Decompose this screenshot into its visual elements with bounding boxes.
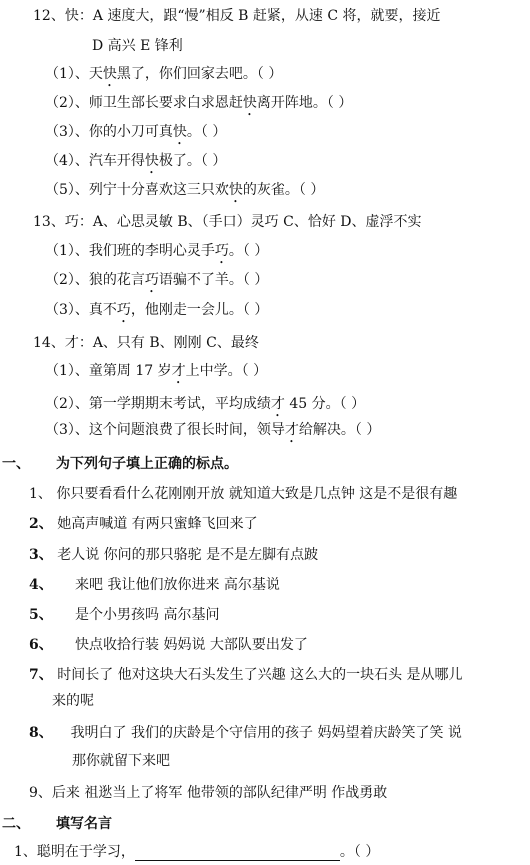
- item-text: 她高声喊道 有两只蜜蜂飞回来了: [57, 516, 258, 532]
- item-text: 语骗不了羊。（ ）: [158, 272, 269, 288]
- key-char: 才: [284, 422, 299, 438]
- item-text: 。（ ）: [339, 844, 380, 860]
- punct-item-4: [29, 576, 280, 594]
- q12-item-1: [45, 65, 282, 90]
- q13-item-3: [45, 301, 268, 326]
- item-text: 是个小男孩吗 高尔基问: [75, 607, 220, 623]
- key-char: 巧: [214, 243, 229, 259]
- punct-item-3: [29, 546, 318, 564]
- key-char: 快: [242, 95, 257, 111]
- q12-item-3: [45, 123, 226, 148]
- item-text: （1）、天: [45, 66, 103, 82]
- item-text: （3）、真不: [45, 302, 117, 318]
- q14-item-1: [45, 362, 267, 387]
- item-text: 。（ ）: [186, 124, 227, 140]
- q13-title: 13、巧：A、心思灵敏 B、（手口）灵巧 C、恰好 D、虚浮不实: [33, 214, 422, 230]
- punct-item-8: [29, 724, 462, 742]
- item-text: 后来 祖逖当上了将军 他带领的部队纪律严明 作战勇敢: [51, 785, 388, 801]
- item-text: 老人说 你问的那只骆驼 是不是左脚有点跛: [57, 547, 319, 563]
- punct-item-7-cont: 来的呢: [52, 693, 94, 709]
- quote-item-1: [14, 843, 379, 861]
- item-text: 。（ ）: [228, 243, 269, 259]
- q14-title: 14、才：A、只有 B、刚刚 C、最终: [33, 335, 259, 351]
- key-char: 才: [171, 363, 186, 379]
- item-text: 聪明在于学习，: [36, 844, 135, 860]
- item-number: 3、: [29, 547, 53, 563]
- item-number: 6、: [29, 637, 53, 653]
- section-punct-number: 一、: [2, 456, 30, 472]
- key-char: 巧: [116, 302, 131, 318]
- punct-item-1: [29, 485, 457, 503]
- item-text: 的灰雀。（ ）: [242, 182, 325, 198]
- item-text: （1）、我们班的李明心灵手: [45, 243, 215, 259]
- item-text: 快点收拾行装 妈妈说 大部队要出发了: [75, 637, 308, 653]
- item-number: 9、: [29, 785, 52, 801]
- q12-item-4: [45, 152, 226, 177]
- section-punct-title: 为下列句子填上正确的标点。: [56, 456, 238, 472]
- section-quotes-title: 填写名言: [56, 816, 112, 832]
- q12-title: 12、快：A 速度大，跟“慢”相反 B 赶紧，从速 C 将，就要，接近: [33, 8, 441, 24]
- q13-item-1: [45, 242, 268, 267]
- key-char: 快: [172, 124, 187, 140]
- item-text: （4）、汽车开得: [45, 153, 145, 169]
- item-text: 上中学。（ ）: [185, 363, 268, 379]
- item-text: （2）、第一学期期末考试，平均成绩: [45, 396, 271, 412]
- key-char: 快: [144, 153, 159, 169]
- item-text: 我明白了 我们的庆龄是个守信用的孩子 妈妈望着庆龄笑了笑 说: [70, 725, 462, 741]
- item-text: （2）、狼的花言: [45, 272, 145, 288]
- item-text: 时间长了 他对这块大石头发生了兴趣 这么大的一块石头 是从哪儿: [57, 667, 463, 683]
- section-quotes-number: 二、: [2, 816, 30, 832]
- punct-item-9: [29, 784, 387, 802]
- item-number: 5、: [29, 607, 53, 623]
- item-text: 离开阵地。（ ）: [256, 95, 353, 111]
- item-text: 来吧 我让他们放你进来 高尔基说: [75, 577, 280, 593]
- q12-item-5: [45, 181, 324, 206]
- item-text: 黑了，你们回家去吧。（ ）: [116, 66, 283, 82]
- item-number: 4、: [29, 577, 53, 593]
- item-text: 45 分。（ ）: [284, 396, 366, 412]
- item-number: 7、: [29, 667, 53, 683]
- item-number: 8、: [29, 725, 53, 741]
- key-char: 才: [270, 396, 285, 412]
- q14-item-3: [45, 421, 380, 446]
- punct-item-5: [29, 606, 219, 624]
- key-char: 快: [228, 182, 243, 198]
- q12-options-line2: D 高兴 E 锋利: [92, 38, 183, 54]
- key-char: 巧: [144, 272, 159, 288]
- item-text: （2）、师卫生部长要求白求恩赶: [45, 95, 243, 111]
- q12-item-2: [45, 94, 352, 119]
- q14-item-2: [45, 395, 365, 420]
- item-text: （1）、童第周 17 岁: [45, 363, 172, 379]
- item-text: 你只要看看什么花刚刚开放 就知道大致是几点钟 这是不是很有趣: [56, 486, 458, 502]
- q13-item-2: [45, 271, 268, 296]
- answer-blank[interactable]: [135, 846, 340, 861]
- key-char: 快: [102, 66, 117, 82]
- item-number: 2、: [29, 516, 53, 532]
- item-text: （5）、列宁十分喜欢这三只欢: [45, 182, 229, 198]
- item-number: 1、: [29, 486, 52, 502]
- punct-item-6: [29, 636, 308, 654]
- punct-item-7: [29, 666, 463, 684]
- item-text: 给解决。（ ）: [298, 422, 381, 438]
- punct-item-8-cont: 那你就留下来吧: [72, 753, 170, 769]
- item-text: （3）、你的小刀可真: [45, 124, 173, 140]
- punct-item-2: [29, 515, 258, 533]
- item-text: 极了。（ ）: [158, 153, 227, 169]
- item-text: ，他刚走一会儿。（ ）: [130, 302, 269, 318]
- item-text: （3）、这个问题浪费了很长时间，领导: [45, 422, 285, 438]
- item-number: 1、: [14, 844, 37, 860]
